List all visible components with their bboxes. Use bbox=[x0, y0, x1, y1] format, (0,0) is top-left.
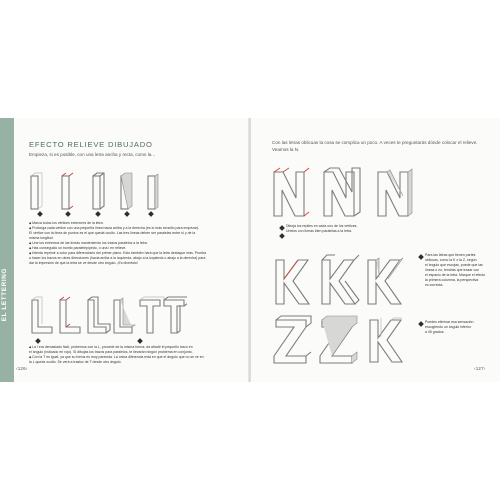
notes-z: Puedes eliminar esa sensación escogiendo un ángulo inferior a 45 grados. bbox=[425, 320, 474, 334]
n-step-3 bbox=[378, 169, 412, 216]
page-title: EFECTO RELIEVE DIBUJADO bbox=[29, 140, 153, 149]
figure-l-t-steps bbox=[27, 296, 187, 340]
i-step-5 bbox=[148, 174, 158, 209]
k-angle-step bbox=[370, 318, 402, 362]
notes-block-2: ◆ La l era demasiado fácil, probemos con la L, procede de la misma forma; da añadir el pequeño trazo en el ángulo (indicado en rojo). Si dibujas los trazos para paralelos, te llevarán ningún problema en conjunto. ◆ Con la T es igual, ya que su forma es muy parecida. La única diferencia está en que el ángulo que no se ve en la L queda oculto. Se verá a trasluz de T desde otro ángulo. bbox=[29, 345, 244, 365]
intro-text: Empieza, si es posible, con una letra ancha y recta, como la... bbox=[29, 152, 156, 157]
k-step-1 bbox=[276, 260, 309, 304]
figure-k-steps bbox=[272, 252, 422, 308]
l-step-3 bbox=[88, 297, 110, 333]
i-step-3 bbox=[93, 173, 104, 209]
figure-z-k-steps bbox=[272, 314, 422, 364]
notes-n: Dibuja los repites en cada uno de los vértices. Únelos con líneas bien paralelas a la letra. bbox=[286, 224, 358, 233]
l-step-4 bbox=[114, 298, 135, 333]
n-step-1 bbox=[274, 168, 309, 216]
notes-block-1: ◆ Marca todos los vértices exteriores de la letra. ◆ Prolonga cada vértice con una pequeña línea hacia arriba y a la derecha (es lo más sencillo para empezar). El vértice con la línea de puntos es el que queda oculto. Las tres líneas deben ser paralelas entre sí y de la misma longitud. ◆ Une los extremos de las líneas manteniendo los trazos paralelos a la letra. ◆ Has conseguido un bonito paralelepípedo, o una i en relieve. ◆ Intenta reprimir a color para diferenciarlo del primer plano. Esto también hará que la letra destaque más. Prueba a hacer los trazos en otras direcciones (hacia arriba a la izquierda, abajo a la izquierda o abajo a la derecha) para dar la impresión de que la letra se ve desde otro ángulo. ¡Es divertido! bbox=[29, 221, 244, 266]
figure-n-steps bbox=[270, 166, 420, 222]
t-step-2 bbox=[164, 297, 187, 333]
i-step-2 bbox=[62, 173, 73, 209]
z-step-1 bbox=[274, 316, 311, 363]
i-step-4 bbox=[121, 173, 132, 209]
right-intro: Con las letras oblicuas la cosa se complica un poco. A veces te preguntarás dónde colocar el relieve. Veamos la N. bbox=[272, 140, 478, 152]
page-number-left: ‹126› bbox=[16, 366, 28, 371]
l-step-2 bbox=[60, 297, 80, 333]
page-number-right: ‹127› bbox=[474, 366, 486, 371]
k-step-2 bbox=[322, 255, 359, 304]
figure-i-steps bbox=[26, 172, 161, 216]
n-step-2 bbox=[324, 168, 360, 216]
t-step-1 bbox=[140, 297, 164, 333]
notes-k: Para las letras que tienen partes oblicuas, como la K o la Z, según el ángulo que escojas, puede que las líneas o no, tendrás que trazar con el espacio de la letra. Marque el efecto la primera columna, la perspectiva es correcta. bbox=[425, 253, 486, 287]
z-step-2 bbox=[320, 316, 357, 363]
section-tab bbox=[0, 118, 14, 382]
k-step-3 bbox=[368, 258, 403, 304]
i-step-1 bbox=[31, 173, 42, 209]
l-step-1 bbox=[32, 297, 52, 333]
section-label: EL LETTERING bbox=[1, 268, 8, 322]
